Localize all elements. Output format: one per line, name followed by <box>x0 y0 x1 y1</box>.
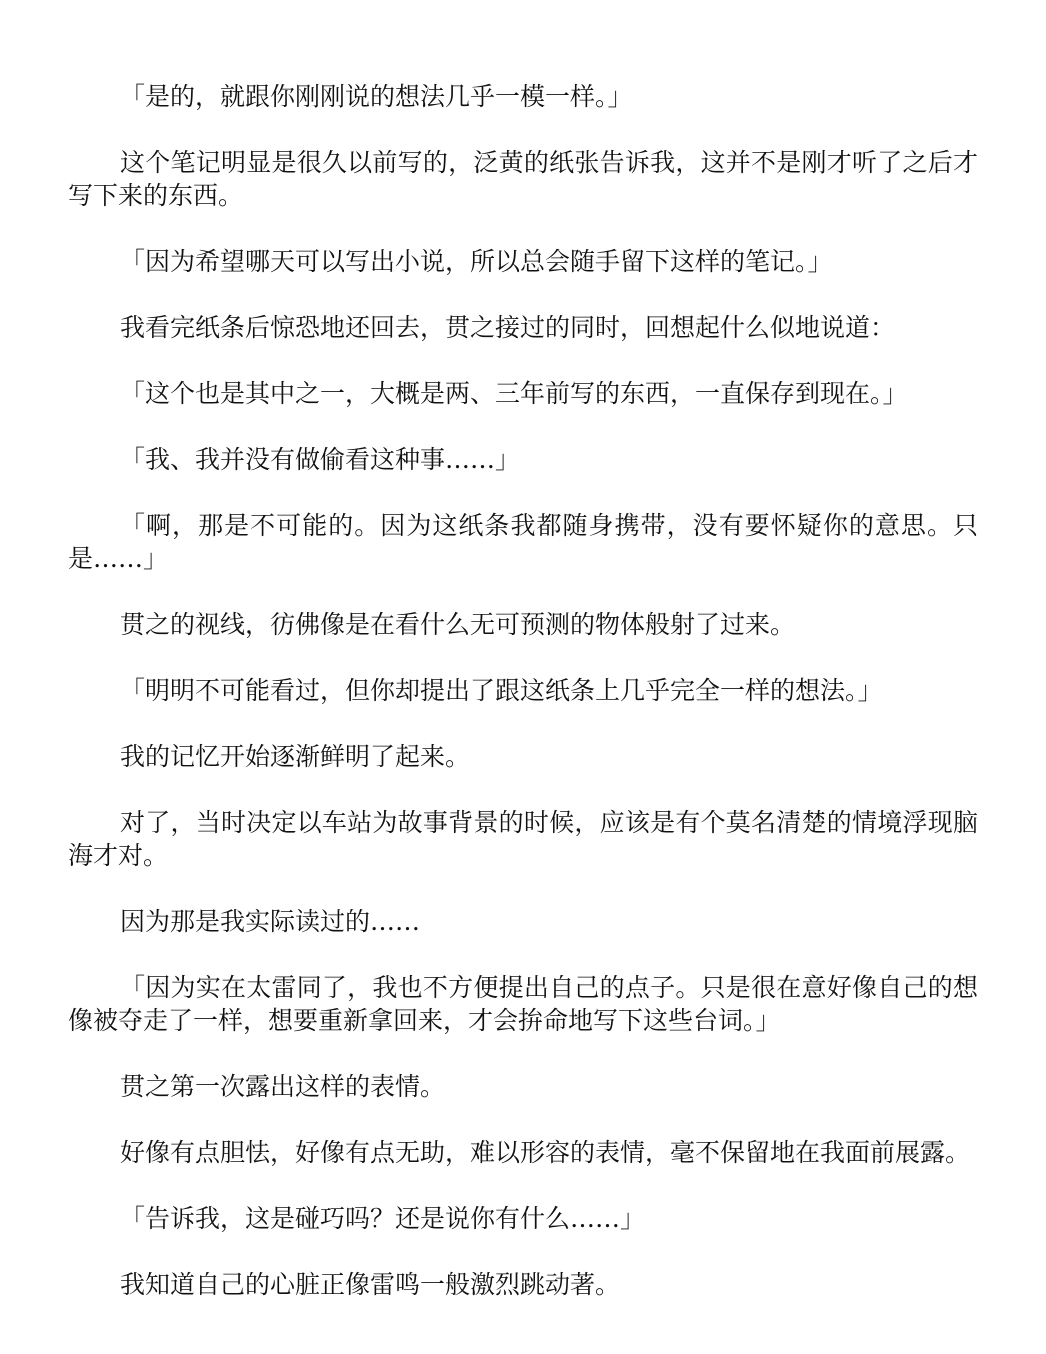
paragraph: 贯之的视线，彷佛像是在看什么无可预测的物体般射了过来。 <box>120 610 796 639</box>
paragraph: 我看完纸条后惊恐地还回去，贯之接过的同时，回想起什么似地说道： <box>120 313 896 342</box>
paragraph: 「啊，那是不可能的。因为这纸条我都随身携带，没有要怀疑你的意思。只是……」 <box>68 511 978 573</box>
paragraph: 「我、我并没有做偷看这种事……」 <box>120 445 521 474</box>
paragraph: 贯之第一次露出这样的表情。 <box>120 1072 446 1101</box>
paragraph: 「告诉我，这是碰巧吗？还是说你有什么……」 <box>120 1204 646 1233</box>
paragraph: 「是的，就跟你刚刚说的想法几乎一模一样。」 <box>120 82 633 111</box>
paragraph: 我知道自己的心脏正像雷鸣一般激烈跳动著。 <box>120 1270 621 1299</box>
paragraph: 这个笔记明显是很久以前写的，泛黄的纸张告诉我，这并不是刚才听了之后才写下来的东西。 <box>68 148 978 210</box>
paragraph: 「因为希望哪天可以写出小说，所以总会随手留下这样的笔记。」 <box>120 247 833 276</box>
document-page <box>68 80 978 1301</box>
paragraph: 我的记忆开始逐渐鲜明了起来。 <box>120 742 471 771</box>
paragraph: 「因为实在太雷同了，我也不方便提出自己的点子。只是很在意好像自己的想像被夺走了一样，想要重新拿回来，才会拚命地写下这些台词。」 <box>68 973 978 1035</box>
paragraph: 好像有点胆怯，好像有点无助，难以形容的表情，毫不保留地在我面前展露。 <box>120 1138 971 1167</box>
paragraph: 「这个也是其中之一，大概是两、三年前写的东西，一直保存到现在。」 <box>120 379 908 408</box>
paragraph: 因为那是我实际读过的…… <box>120 907 421 936</box>
paragraph: 「明明不可能看过，但你却提出了跟这纸条上几乎完全一样的想法。」 <box>120 676 883 705</box>
paragraph: 对了，当时决定以车站为故事背景的时候，应该是有个莫名清楚的情境浮现脑海才对。 <box>68 808 978 870</box>
